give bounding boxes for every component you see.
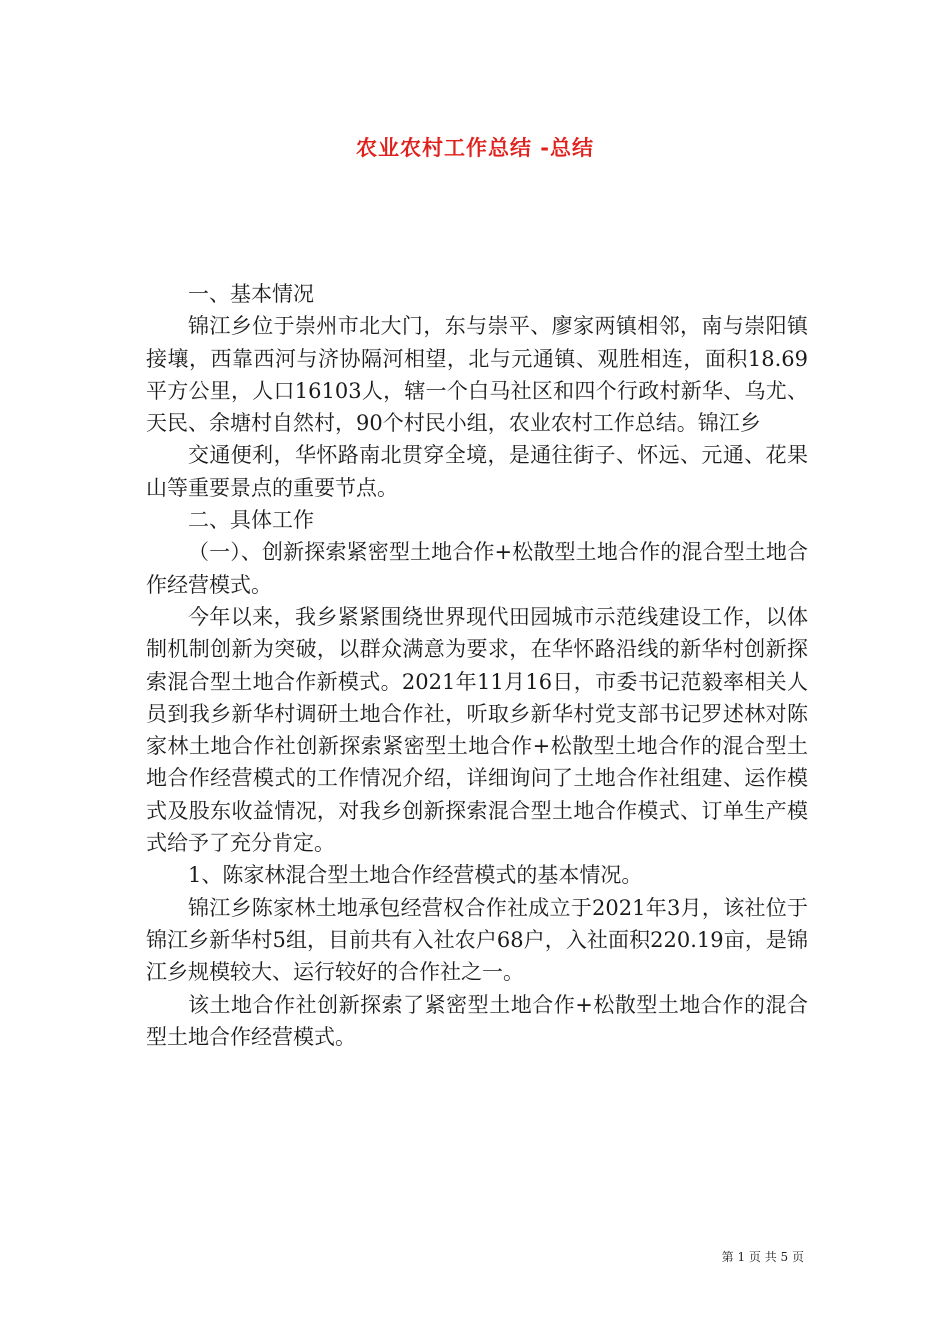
paragraph: 锦江乡位于崇州市北大门，东与崇平、廖家两镇相邻，南与崇阳镇接壤，西靠西河与济协隔河相望，北与元通镇、观胜相连，面积18.69平方公里，人口16103人，辖一个白马社区和四个行政村新华、乌尤、天民、余塘村自然村，90个村民小组，农业农村工作总结。锦江乡	[146, 314, 808, 436]
heading-basic-situation: 一、基本情况	[188, 282, 314, 306]
document-title: 农业农村工作总结 -总结	[355, 136, 595, 160]
paragraph: 锦江乡陈家林土地承包经营权合作社成立于2021年3月，该社位于锦江乡新华村5组，目前共有入社农户68户，入社面积220.19亩，是锦江乡规模较大、运行较好的合作社之一。	[146, 895, 808, 985]
document-body	[146, 278, 808, 1053]
page-number: 第 1 页 共 5 页	[721, 1250, 804, 1264]
paragraph: 该土地合作社创新探索了紧密型土地合作+松散型土地合作的混合型土地合作经营模式。	[146, 992, 808, 1049]
subheading: （一）、创新探索紧密型土地合作+松散型土地合作的混合型土地合作经营模式。	[146, 540, 808, 597]
paragraph: 交通便利，华怀路南北贯穿全境，是通往街子、怀远、元通、花果山等重要景点的重要节点。	[146, 443, 808, 500]
subheading: 1、陈家林混合型土地合作经营模式的基本情况。	[188, 863, 643, 888]
paragraph: 今年以来，我乡紧紧围绕世界现代田园城市示范线建设工作，以体制机制创新为突破，以群众满意为要求，在华怀路沿线的新华村创新探索混合型土地合作新模式。2021年11月16日，市委书记范毅率相关人员到我乡新华村调研土地合作社，听取乡新华村党支部书记罗述林对陈家林土地合作社创新探索紧密型土地合作+松散型土地合作的混合型土地合作经营模式的工作情况介绍，详细询问了土地合作社组建、运作模式及股东收益情况，对我乡创新探索混合型土地合作模式、订单生产模式给予了充分肯定。	[146, 604, 808, 856]
heading-specific-work: 二、具体工作	[188, 508, 314, 533]
